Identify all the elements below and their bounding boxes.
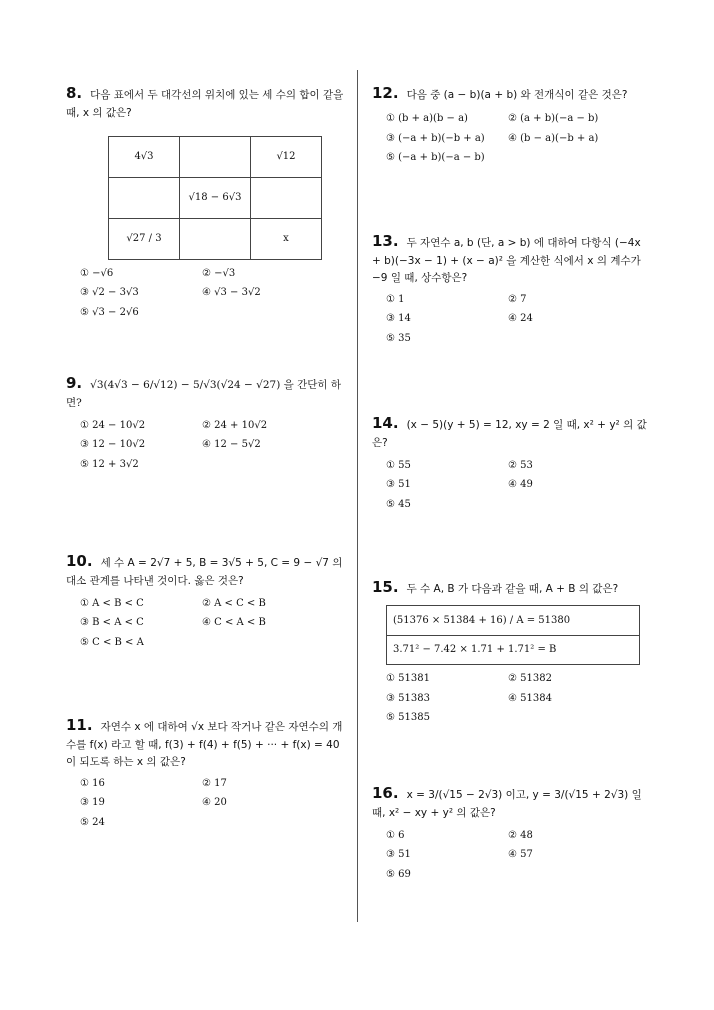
column-divider — [357, 70, 358, 922]
choice-3[interactable]: ③ (−a + b)(−b + a) — [386, 132, 485, 144]
choice-1[interactable]: ① 24 − 10√2 — [80, 419, 146, 431]
choice-3[interactable]: ③ √2 − 3√3 — [80, 287, 139, 299]
choice-2[interactable]: ② A < C < B — [202, 597, 266, 609]
question-15-text: 15. 두 수 A, B 가 다음과 같을 때, A + B 의 값은? — [372, 578, 619, 596]
choice-3[interactable]: ③ 51383 — [386, 692, 430, 704]
question-12 — [372, 82, 652, 166]
question-15-box — [386, 605, 640, 665]
table-cell: √12 — [251, 136, 322, 177]
question-12-text: 12. 다음 중 (a − b)(a + b) 와 전개식이 같은 것은? — [372, 84, 628, 102]
choice-2[interactable]: ② −√3 — [202, 267, 236, 279]
question-12-choices — [386, 111, 652, 166]
choice-1[interactable]: ① 6 — [386, 829, 405, 841]
question-8-table — [108, 136, 322, 260]
choice-4[interactable]: ④ 49 — [508, 479, 533, 491]
choice-5[interactable]: ⑤ 69 — [386, 868, 411, 880]
question-13 — [372, 230, 652, 346]
choice-2[interactable]: ② 7 — [508, 293, 527, 305]
question-8 — [66, 82, 348, 320]
question-8-text: 8. 다음 표에서 두 대각선의 위치에 있는 세 수의 합이 같을 때, x 의 값은? — [66, 84, 344, 120]
choice-5[interactable]: ⑤ 51385 — [386, 712, 430, 724]
choice-4[interactable]: ④ 20 — [202, 797, 227, 809]
question-8-choices — [80, 266, 348, 321]
table-cell: 4√3 — [109, 136, 180, 177]
table-cell — [180, 136, 251, 177]
choice-4[interactable]: ④ C < A < B — [202, 617, 266, 629]
choice-1[interactable]: ① (b + a)(b − a) — [386, 113, 468, 125]
choice-3[interactable]: ③ B < A < C — [80, 617, 144, 629]
question-10-text: 10. 세 수 A = 2√7 + 5, B = 3√5 + 5, C = 9 − √7 의 대소 관계를 나타낸 것이다. 옳은 것은? — [66, 552, 343, 588]
question-9-choices — [80, 418, 348, 473]
question-13-choices — [386, 292, 652, 347]
table-cell: √18 − 6√3 — [180, 177, 251, 218]
table-cell: √27 / 3 — [109, 218, 180, 259]
choice-3[interactable]: ③ 51 — [386, 849, 411, 861]
choice-1[interactable]: ① 55 — [386, 459, 411, 471]
choice-4[interactable]: ④ 24 — [508, 313, 533, 325]
choice-2[interactable]: ② 48 — [508, 829, 533, 841]
question-11 — [66, 714, 348, 830]
question-14-choices — [386, 458, 652, 513]
choice-5[interactable]: ⑤ 12 + 3√2 — [80, 458, 139, 470]
choice-2[interactable]: ② (a + b)(−a − b) — [508, 113, 599, 125]
choice-2[interactable]: ② 24 + 10√2 — [202, 419, 268, 431]
question-14 — [372, 412, 652, 512]
choice-1[interactable]: ① A < B < C — [80, 597, 144, 609]
question-11-choices — [80, 776, 348, 831]
question-16-text: 16. x = 3/(√15 − 2√3) 이고, y = 3/(√15 + 2√3) 일 때, x² − xy + y² 의 값은? — [372, 784, 642, 820]
choice-2[interactable]: ② 17 — [202, 777, 227, 789]
choice-1[interactable]: ① 51381 — [386, 673, 430, 685]
choice-5[interactable]: ⑤ 45 — [386, 498, 411, 510]
choice-5[interactable]: ⑤ √3 − 2√6 — [80, 306, 139, 318]
question-9-text: 9. √3(4√3 − 6/√12) − 5/√3(√24 − √27) 을 간단히 하면? — [66, 374, 342, 410]
question-14-text: 14. (x − 5)(y + 5) = 12, xy = 2 일 때, x² + y² 의 값은? — [372, 414, 647, 450]
choice-5[interactable]: ⑤ 24 — [80, 816, 105, 828]
choice-4[interactable]: ④ 51384 — [508, 692, 552, 704]
question-16 — [372, 782, 652, 882]
question-15-choices — [386, 671, 652, 726]
choice-4[interactable]: ④ 57 — [508, 849, 533, 861]
question-13-text: 13. 두 자연수 a, b (단, a > b) 에 대하여 다항식 (−4x + b)(−3x − 1) + (x − a)² 을 계산한 식에서 x 의 계수가 −9 일 때, 상수항은? — [372, 232, 641, 284]
choice-2[interactable]: ② 51382 — [508, 673, 552, 685]
question-10-choices — [80, 596, 348, 651]
choice-3[interactable]: ③ 14 — [386, 313, 411, 325]
choice-3[interactable]: ③ 51 — [386, 479, 411, 491]
box-equation-b: 3.71² − 7.42 × 1.71 + 1.71² = B — [393, 643, 557, 655]
box-divider — [387, 635, 639, 636]
choice-1[interactable]: ① 16 — [80, 777, 105, 789]
table-cell — [251, 177, 322, 218]
table-cell — [109, 177, 180, 218]
choice-3[interactable]: ③ 19 — [80, 797, 105, 809]
choice-4[interactable]: ④ (b − a)(−b + a) — [508, 132, 599, 144]
question-11-text: 11. 자연수 x 에 대하여 √x 보다 작거나 같은 자연수의 개수를 f(x) 라고 할 때, f(3) + f(4) + f(5) + ··· + f(x) = 40 이 되도록 하는 x 의 값은? — [66, 716, 343, 768]
choice-4[interactable]: ④ 12 − 5√2 — [202, 439, 261, 451]
choice-3[interactable]: ③ 12 − 10√2 — [80, 439, 146, 451]
table-cell — [180, 218, 251, 259]
choice-1[interactable]: ① −√6 — [80, 267, 114, 279]
table-cell: x — [251, 218, 322, 259]
question-16-choices — [386, 828, 652, 883]
choice-1[interactable]: ① 1 — [386, 293, 405, 305]
box-equation-a: (51376 × 51384 + 16) / A = 51380 — [393, 615, 571, 627]
choice-5[interactable]: ⑤ (−a + b)(−a − b) — [386, 152, 485, 164]
question-10 — [66, 550, 348, 650]
choice-5[interactable]: ⑤ 35 — [386, 332, 411, 344]
choice-4[interactable]: ④ √3 − 3√2 — [202, 287, 261, 299]
choice-5[interactable]: ⑤ C < B < A — [80, 636, 144, 648]
question-15 — [372, 576, 652, 726]
question-9 — [66, 372, 348, 472]
choice-2[interactable]: ② 53 — [508, 459, 533, 471]
